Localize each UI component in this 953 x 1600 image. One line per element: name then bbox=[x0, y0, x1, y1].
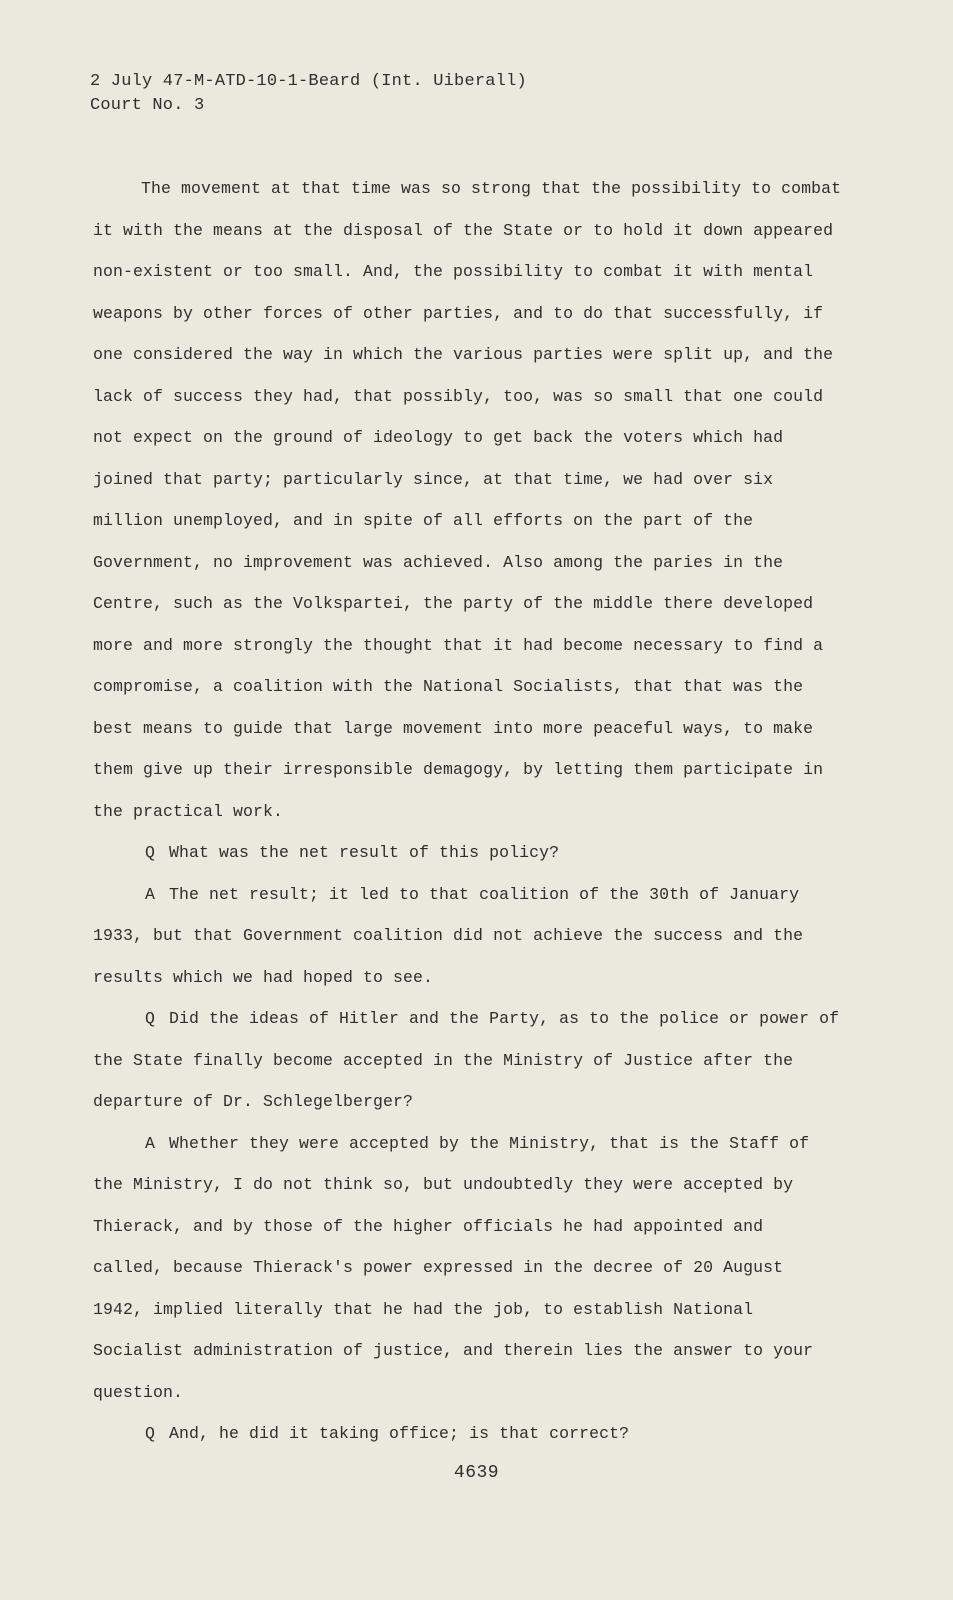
answer-marker: A bbox=[145, 884, 156, 904]
page-number: 4639 bbox=[453, 1463, 500, 1483]
answer-paragraph bbox=[93, 1123, 843, 1414]
answer-paragraph bbox=[93, 874, 843, 999]
question-marker: Q bbox=[145, 843, 156, 862]
question-marker: Q bbox=[145, 1009, 156, 1028]
answer-text: The net result; it led to that coalition of the 30th of January 1933, but that Government coalition did not achieve the success and the results which we had hoped to see. bbox=[93, 884, 804, 987]
paragraph-text: The movement at that time was so strong that the possibility to combat it with the means at the disposal of the State or to hold it down appeared non-existent or too small. And, the possibility to combat it with mental weapons by other forces of other parties, and to do that successfully, if one considered the way in which the various parties were split up, and the lack of success they had, that possibly, too, was so small that one could not expect on the ground of ideology to get back the voters which had joined that party; particularly since, at that time, we had over six million unemployed, and in spite of all efforts on the part of the Government, no improvement was achieved. Also among the paries in the Centre, such as the Volkspartei, the party of the middle there developed more and more strongly the thought that it had become necessary to find a compromise, a coalition with the National Socialists, that that was the best means to guide that large movement into more peaceful ways, to make them give up their irresponsible demagogy, by letting them participate in the practical work. bbox=[93, 179, 842, 821]
testimony-paragraph bbox=[93, 168, 843, 832]
header-session-line: 2 July 47-M-ATD-10-1-Beard (Int. Uiberall) bbox=[90, 72, 527, 91]
answer-marker: A bbox=[145, 1133, 156, 1153]
question-text: And, he did it taking office; is that correct? bbox=[169, 1424, 630, 1443]
question-paragraph bbox=[93, 832, 843, 874]
document-header bbox=[90, 70, 527, 118]
question-paragraph bbox=[93, 1413, 843, 1455]
question-text: Did the ideas of Hitler and the Party, as to the police or power of the State finally become accepted in the Ministry of Justice after the departure of Dr. Schlegelberger? bbox=[93, 1009, 840, 1111]
question-paragraph bbox=[93, 998, 843, 1123]
transcript-body bbox=[93, 168, 843, 1455]
question-text: What was the net result of this policy? bbox=[169, 843, 560, 862]
answer-text: Whether they were accepted by the Ministry, that is the Staff of the Ministry, I do not think so, but undoubtedly they were accepted by Thierack, and by those of the higher officials he had appointed and called, because Thierack's power expressed in the decree of 20 August 1942, implied literally that he had the job, to establish National Socialist administration of justice, and therein lies the answer to your question. bbox=[93, 1133, 814, 1402]
header-court-line: Court No. 3 bbox=[90, 96, 205, 115]
question-marker: Q bbox=[145, 1424, 156, 1443]
